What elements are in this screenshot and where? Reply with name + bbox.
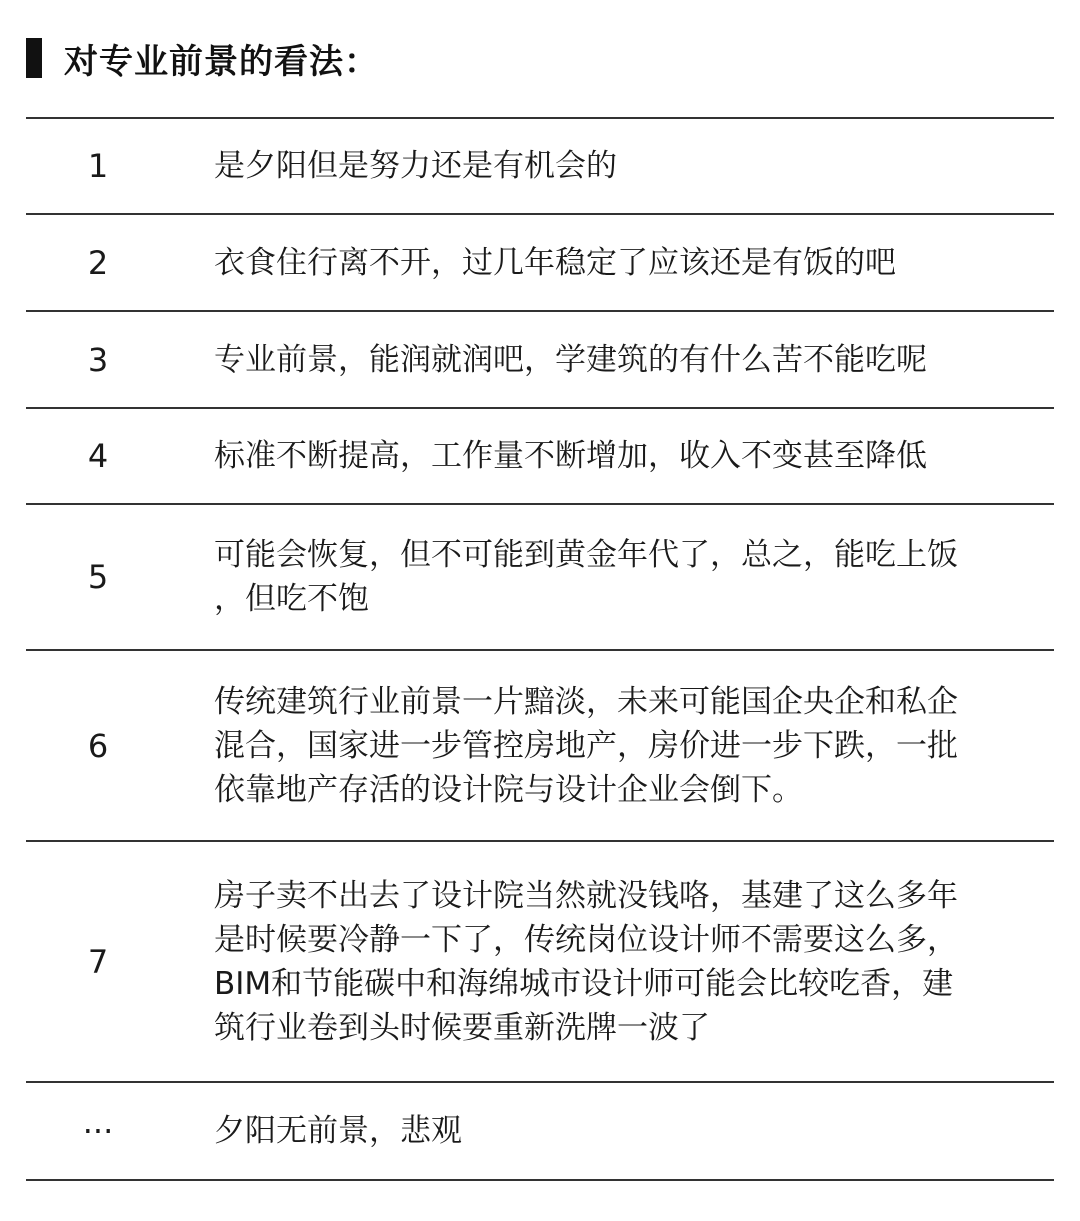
page-title: 对专业前景的看法：	[64, 41, 379, 82]
row-text: 传统建筑行业前景一片黯淡，未来可能国企央企和私企 混合，国家进一步管控房地产，房价进一步下跌，一批 依靠地产存活的设计院与设计企业会倒下。	[214, 683, 958, 808]
table-row	[26, 842, 1054, 1083]
row-text-cell	[214, 119, 1040, 213]
table-row	[26, 119, 1054, 215]
section-header	[26, 36, 379, 80]
row-text: 可能会恢复，但不可能到黄金年代了，总之，能吃上饭 ，但吃不饱	[214, 537, 958, 617]
row-text: 专业前景，能润就润吧，学建筑的有什么苦不能吃呢	[214, 341, 927, 378]
opinions-table	[26, 117, 1054, 1181]
row-number: 7	[87, 942, 109, 981]
row-text: 是夕阳但是努力还是有机会的	[214, 148, 617, 184]
row-ellipsis-marker: ···	[82, 1112, 114, 1150]
table-row	[26, 505, 1054, 651]
row-number: 6	[87, 726, 109, 765]
row-text-cell	[214, 409, 1040, 503]
row-number: 4	[87, 437, 109, 475]
row-number: 2	[87, 243, 109, 282]
row-text-cell	[214, 651, 1040, 840]
table-row	[26, 1083, 1054, 1181]
row-text: 房子卖不出去了设计院当然就没钱咯，基建了这么多年 是时候要冷静一下了，传统岗位设计师不需要这么多， BIM和节能碳中和海绵城市设计师可能会比较吃香，建 筑行业卷到头时候要重新洗牌一波了	[214, 877, 958, 1046]
row-text-cell	[214, 215, 1040, 310]
row-text: 标准不断提高，工作量不断增加，收入不变甚至降低	[214, 438, 927, 474]
table-row	[26, 312, 1054, 409]
table-row	[26, 215, 1054, 312]
row-text: 衣食住行离不开，过几年稳定了应该还是有饭的吧	[214, 244, 896, 281]
row-number: 3	[87, 340, 109, 379]
row-number: 1	[87, 147, 109, 185]
row-text-cell	[214, 312, 1040, 407]
table-row	[26, 409, 1054, 505]
row-number: 5	[87, 558, 109, 596]
row-text: 夕阳无前景，悲观	[214, 1113, 462, 1149]
row-text-cell	[214, 505, 1040, 649]
header-marker-bar	[26, 38, 42, 78]
table-row	[26, 651, 1054, 842]
row-text-cell	[214, 842, 1040, 1081]
row-text-cell	[214, 1083, 1040, 1179]
